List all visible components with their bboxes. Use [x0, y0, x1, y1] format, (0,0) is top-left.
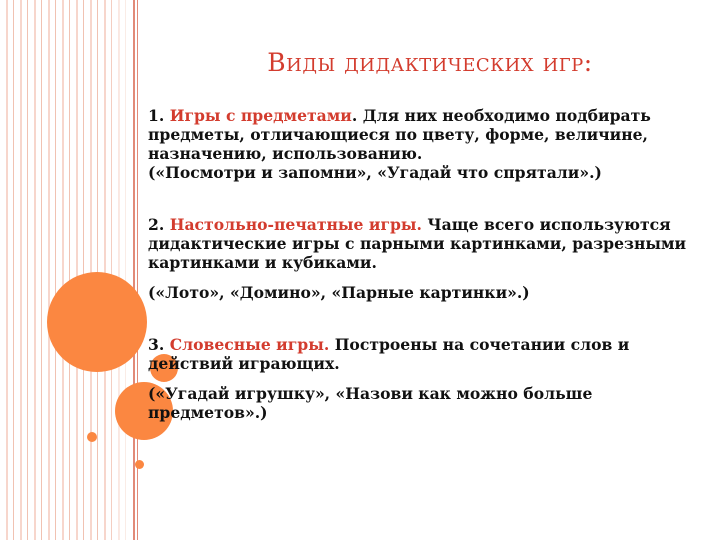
item-1-text: . Для них необходимо подбирать предметы, отличающиеся по цвету, форме, величине, назначению, использованию.	[148, 106, 651, 163]
item-2-examples: («Лото», «Домино», «Парные картинки».)	[148, 283, 530, 302]
item-1-description	[148, 106, 708, 163]
slide-title: Виды дидактических игр:	[267, 48, 593, 77]
divider-line-thin	[137, 0, 138, 540]
tiny-circle-2	[135, 460, 144, 469]
item-1-examples: («Посмотри и запомни», «Угадай что спрятали».)	[148, 163, 602, 182]
item-2-number: 2.	[148, 215, 165, 234]
slide-content	[148, 106, 708, 422]
tiny-circle	[87, 432, 97, 442]
item-1-term: Игры с предметами	[169, 106, 352, 125]
item-3-number: 3.	[148, 335, 165, 354]
item-2-description	[148, 215, 708, 272]
item-3-text: Построены на сочетании слов и действий играющих.	[148, 335, 630, 373]
item-2-term: Настольно-печатные игры.	[169, 215, 422, 234]
large-circle	[47, 272, 147, 372]
decorative-stripes	[0, 0, 132, 540]
item-3-term: Словесные игры.	[169, 335, 330, 354]
item-3-description	[148, 335, 708, 373]
item-2-text: Чаще всего используются дидактические игры с парными картинками, разрезными картинками и кубиками.	[148, 215, 687, 272]
divider-line	[133, 0, 135, 540]
item-1-number: 1.	[148, 106, 165, 125]
item-3-examples: («Угадай игрушку», «Назови как можно больше предметов».)	[148, 384, 593, 422]
